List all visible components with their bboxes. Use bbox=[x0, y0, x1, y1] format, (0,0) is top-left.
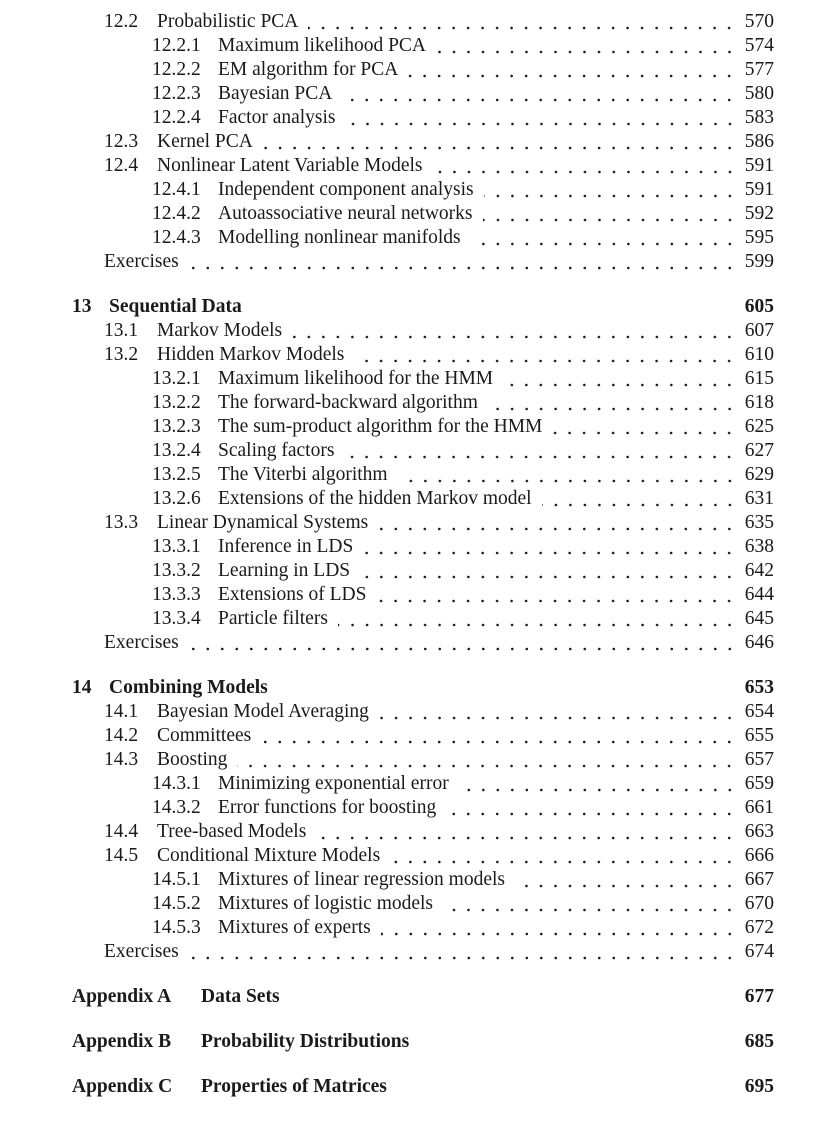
entry-number: 14.5.1 bbox=[152, 869, 201, 890]
page-number: 666 bbox=[744, 845, 774, 866]
dot-leader bbox=[189, 631, 737, 655]
toc-subsection[interactable] bbox=[0, 535, 813, 559]
entry-number: 12.4.1 bbox=[152, 179, 201, 200]
entry-number: 13.2.5 bbox=[152, 464, 201, 485]
entry-number: 14.5 bbox=[104, 845, 139, 866]
toc-subsection[interactable] bbox=[0, 34, 813, 58]
entry-title: Committees bbox=[157, 725, 252, 746]
entry-title: Properties of Matrices bbox=[201, 1076, 387, 1097]
toc-section[interactable] bbox=[0, 844, 813, 868]
page-number: 629 bbox=[744, 464, 774, 485]
entry-title: Markov Models bbox=[157, 320, 283, 341]
toc-subsection[interactable] bbox=[0, 106, 813, 130]
dot-leader bbox=[488, 391, 737, 415]
dot-leader bbox=[379, 700, 737, 724]
entry-title: Maximum likelihood for the HMM bbox=[218, 368, 494, 389]
entry-number: 14 bbox=[72, 677, 92, 698]
entry-title: Error functions for boosting bbox=[218, 797, 437, 818]
entry-number: 13.3.4 bbox=[152, 608, 201, 629]
entry-number: 14.3 bbox=[104, 749, 139, 770]
entry-number: 13.2.1 bbox=[152, 368, 201, 389]
entry-title: The forward-backward algorithm bbox=[218, 392, 478, 413]
toc-appendix[interactable] bbox=[0, 1075, 813, 1099]
toc-subsection[interactable] bbox=[0, 178, 813, 202]
dot-leader bbox=[342, 82, 736, 106]
dot-leader bbox=[338, 607, 737, 631]
entry-title: Particle filters bbox=[218, 608, 328, 629]
toc-subsection[interactable] bbox=[0, 583, 813, 607]
page-number: 685 bbox=[744, 1031, 774, 1052]
toc-subsection[interactable] bbox=[0, 487, 813, 511]
entry-number: 13.3.2 bbox=[152, 560, 201, 581]
dot-leader bbox=[443, 892, 737, 916]
entry-title: Nonlinear Latent Variable Models bbox=[157, 155, 423, 176]
entry-number: 12.2.4 bbox=[152, 107, 201, 128]
page-number: 592 bbox=[744, 203, 774, 224]
entry-title: Autoassociative neural networks bbox=[218, 203, 473, 224]
dot-leader bbox=[237, 748, 736, 772]
dot-leader bbox=[503, 367, 737, 391]
entry-number: 14.2 bbox=[104, 725, 139, 746]
toc-subsection[interactable] bbox=[0, 58, 813, 82]
page-number: 663 bbox=[744, 821, 774, 842]
entry-number: Appendix B bbox=[72, 1031, 172, 1052]
toc-section[interactable] bbox=[0, 10, 813, 34]
entry-number: 12.2.2 bbox=[152, 59, 201, 80]
entry-title: Minimizing exponential error bbox=[218, 773, 449, 794]
page-number: 653 bbox=[744, 677, 774, 698]
toc-subsection[interactable] bbox=[0, 415, 813, 439]
page-number: 661 bbox=[744, 797, 774, 818]
page-number: 583 bbox=[744, 107, 774, 128]
page-number: 586 bbox=[744, 131, 774, 152]
page-number: 599 bbox=[744, 251, 774, 272]
page-number: 574 bbox=[744, 35, 774, 56]
entry-title: Exercises bbox=[104, 632, 179, 653]
page-number: 610 bbox=[744, 344, 774, 365]
entry-title: Extensions of LDS bbox=[218, 584, 367, 605]
entry-title: Factor analysis bbox=[218, 107, 336, 128]
dot-leader bbox=[378, 511, 737, 535]
toc-subsection[interactable] bbox=[0, 772, 813, 796]
entry-number: 14.1 bbox=[104, 701, 139, 722]
page-number: 595 bbox=[744, 227, 774, 248]
page-number: 580 bbox=[744, 83, 774, 104]
page-number: 677 bbox=[744, 986, 774, 1007]
page-number: 605 bbox=[744, 296, 774, 317]
entry-number: 14.3.2 bbox=[152, 797, 201, 818]
toc-section[interactable] bbox=[0, 724, 813, 748]
entry-title: Inference in LDS bbox=[218, 536, 354, 557]
toc-subsection[interactable] bbox=[0, 463, 813, 487]
entry-title: Bayesian PCA bbox=[218, 83, 333, 104]
entry-title: Extensions of the hidden Markov model bbox=[218, 488, 532, 509]
dot-leader bbox=[436, 34, 737, 58]
dot-leader bbox=[398, 463, 737, 487]
entry-title: Kernel PCA bbox=[157, 131, 253, 152]
toc-subsection[interactable] bbox=[0, 391, 813, 415]
entry-title: EM algorithm for PCA bbox=[218, 59, 399, 80]
toc-section[interactable] bbox=[0, 154, 813, 178]
toc-section[interactable] bbox=[0, 130, 813, 154]
toc-section[interactable] bbox=[0, 700, 813, 724]
toc-section[interactable] bbox=[0, 748, 813, 772]
entry-title: Probabilistic PCA bbox=[157, 11, 299, 32]
entry-number: 13.2.6 bbox=[152, 488, 201, 509]
entry-title: The sum-product algorithm for the HMM bbox=[218, 416, 543, 437]
dot-leader bbox=[354, 343, 736, 367]
toc-exercises[interactable] bbox=[0, 250, 813, 274]
toc-appendix[interactable] bbox=[0, 1030, 813, 1054]
entry-title: Data Sets bbox=[201, 986, 280, 1007]
page-number: 654 bbox=[744, 701, 774, 722]
entry-title: Combining Models bbox=[109, 677, 268, 698]
entry-number: 14.5.2 bbox=[152, 893, 201, 914]
dot-leader bbox=[346, 106, 737, 130]
dot-leader bbox=[316, 820, 736, 844]
page-number: 667 bbox=[744, 869, 774, 890]
dot-leader bbox=[263, 130, 737, 154]
dot-leader bbox=[261, 724, 737, 748]
dot-leader bbox=[552, 415, 736, 439]
entry-number: 14.4 bbox=[104, 821, 139, 842]
toc-subsection[interactable] bbox=[0, 892, 813, 916]
page-number: 672 bbox=[744, 917, 774, 938]
toc-chapter[interactable] bbox=[0, 295, 813, 319]
page-number: 642 bbox=[744, 560, 774, 581]
page-number: 657 bbox=[744, 749, 774, 770]
dot-leader bbox=[483, 202, 737, 226]
entry-title: Learning in LDS bbox=[218, 560, 351, 581]
dot-leader bbox=[471, 226, 737, 250]
entry-title: The Viterbi algorithm bbox=[218, 464, 388, 485]
entry-title: Mixtures of experts bbox=[218, 917, 371, 938]
page-number: 645 bbox=[744, 608, 774, 629]
entry-title: Exercises bbox=[104, 251, 179, 272]
toc-section[interactable] bbox=[0, 343, 813, 367]
dot-leader bbox=[433, 154, 737, 178]
entry-title: Probability Distributions bbox=[201, 1031, 410, 1052]
entry-number: 13.3.3 bbox=[152, 584, 201, 605]
entry-number: 14.3.1 bbox=[152, 773, 201, 794]
dot-leader bbox=[363, 535, 736, 559]
page-number: 631 bbox=[744, 488, 774, 509]
page-number: 695 bbox=[744, 1076, 774, 1097]
toc-section[interactable] bbox=[0, 319, 813, 343]
toc-subsection[interactable] bbox=[0, 226, 813, 250]
page-number: 615 bbox=[744, 368, 774, 389]
page-number: 591 bbox=[744, 155, 774, 176]
page-number: 570 bbox=[744, 11, 774, 32]
entry-number: 13.2.2 bbox=[152, 392, 201, 413]
dot-leader bbox=[308, 10, 736, 34]
dot-leader bbox=[189, 940, 737, 964]
entry-title: Mixtures of logistic models bbox=[218, 893, 434, 914]
toc-exercises[interactable] bbox=[0, 940, 813, 964]
entry-number: 12.2.3 bbox=[152, 83, 201, 104]
page-number: 607 bbox=[744, 320, 774, 341]
page-number: 618 bbox=[744, 392, 774, 413]
entry-number: 13.1 bbox=[104, 320, 139, 341]
toc-exercises[interactable] bbox=[0, 631, 813, 655]
toc-subsection[interactable] bbox=[0, 607, 813, 631]
entry-number: 13.2 bbox=[104, 344, 139, 365]
toc-subsection[interactable] bbox=[0, 916, 813, 940]
page-number: 655 bbox=[744, 725, 774, 746]
dot-leader bbox=[376, 583, 736, 607]
dot-leader bbox=[344, 439, 736, 463]
toc-section[interactable] bbox=[0, 511, 813, 535]
entry-title: Bayesian Model Averaging bbox=[157, 701, 369, 722]
entry-title: Scaling factors bbox=[218, 440, 335, 461]
toc-subsection[interactable] bbox=[0, 82, 813, 106]
dot-leader bbox=[484, 178, 737, 202]
entry-number: 13.3 bbox=[104, 512, 139, 533]
entry-number: 12.3 bbox=[104, 131, 139, 152]
entry-title: Sequential Data bbox=[109, 296, 242, 317]
toc-chapter[interactable] bbox=[0, 676, 813, 700]
entry-title: Linear Dynamical Systems bbox=[157, 512, 369, 533]
toc-subsection[interactable] bbox=[0, 559, 813, 583]
dot-leader bbox=[189, 250, 737, 274]
page-number: 674 bbox=[744, 941, 774, 962]
toc-section[interactable] bbox=[0, 820, 813, 844]
entry-number: Appendix C bbox=[72, 1076, 173, 1097]
dot-leader bbox=[390, 844, 737, 868]
entry-title: Hidden Markov Models bbox=[157, 344, 345, 365]
page-number: 635 bbox=[744, 512, 774, 533]
dot-leader bbox=[360, 559, 737, 583]
page-number: 627 bbox=[744, 440, 774, 461]
entry-number: 12.4.2 bbox=[152, 203, 201, 224]
page-number: 577 bbox=[744, 59, 774, 80]
entry-title: Exercises bbox=[104, 941, 179, 962]
entry-title: Independent component analysis bbox=[218, 179, 474, 200]
entry-number: 13.2.3 bbox=[152, 416, 201, 437]
entry-number: 12.4.3 bbox=[152, 227, 201, 248]
dot-leader bbox=[542, 487, 737, 511]
entry-number: Appendix A bbox=[72, 986, 172, 1007]
entry-number: 12.2.1 bbox=[152, 35, 201, 56]
dot-leader bbox=[408, 58, 736, 82]
dot-leader bbox=[292, 319, 737, 343]
entry-title: Mixtures of linear regression models bbox=[218, 869, 506, 890]
entry-number: 12.4 bbox=[104, 155, 139, 176]
page-number: 659 bbox=[744, 773, 774, 794]
entry-title: Conditional Mixture Models bbox=[157, 845, 381, 866]
entry-number: 13 bbox=[72, 296, 92, 317]
entry-title: Maximum likelihood PCA bbox=[218, 35, 427, 56]
entry-number: 14.5.3 bbox=[152, 917, 201, 938]
toc-subsection[interactable] bbox=[0, 868, 813, 892]
page-number: 591 bbox=[744, 179, 774, 200]
toc-subsection[interactable] bbox=[0, 796, 813, 820]
toc-subsection[interactable] bbox=[0, 202, 813, 226]
entry-title: Tree-based Models bbox=[157, 821, 307, 842]
dot-leader bbox=[515, 868, 737, 892]
table-of-contents bbox=[0, 10, 813, 1099]
page-number: 638 bbox=[744, 536, 774, 557]
page-number: 625 bbox=[744, 416, 774, 437]
entry-title: Boosting bbox=[157, 749, 228, 770]
toc-subsection[interactable] bbox=[0, 439, 813, 463]
toc-subsection[interactable] bbox=[0, 367, 813, 391]
entry-title: Modelling nonlinear manifolds bbox=[218, 227, 461, 248]
toc-appendix[interactable] bbox=[0, 985, 813, 1009]
page-number: 646 bbox=[744, 632, 774, 653]
page-number: 644 bbox=[744, 584, 774, 605]
dot-leader bbox=[381, 916, 737, 940]
entry-number: 13.3.1 bbox=[152, 536, 201, 557]
page-number: 670 bbox=[744, 893, 774, 914]
dot-leader bbox=[446, 796, 736, 820]
entry-number: 13.2.4 bbox=[152, 440, 201, 461]
dot-leader bbox=[459, 772, 737, 796]
entry-number: 12.2 bbox=[104, 11, 139, 32]
